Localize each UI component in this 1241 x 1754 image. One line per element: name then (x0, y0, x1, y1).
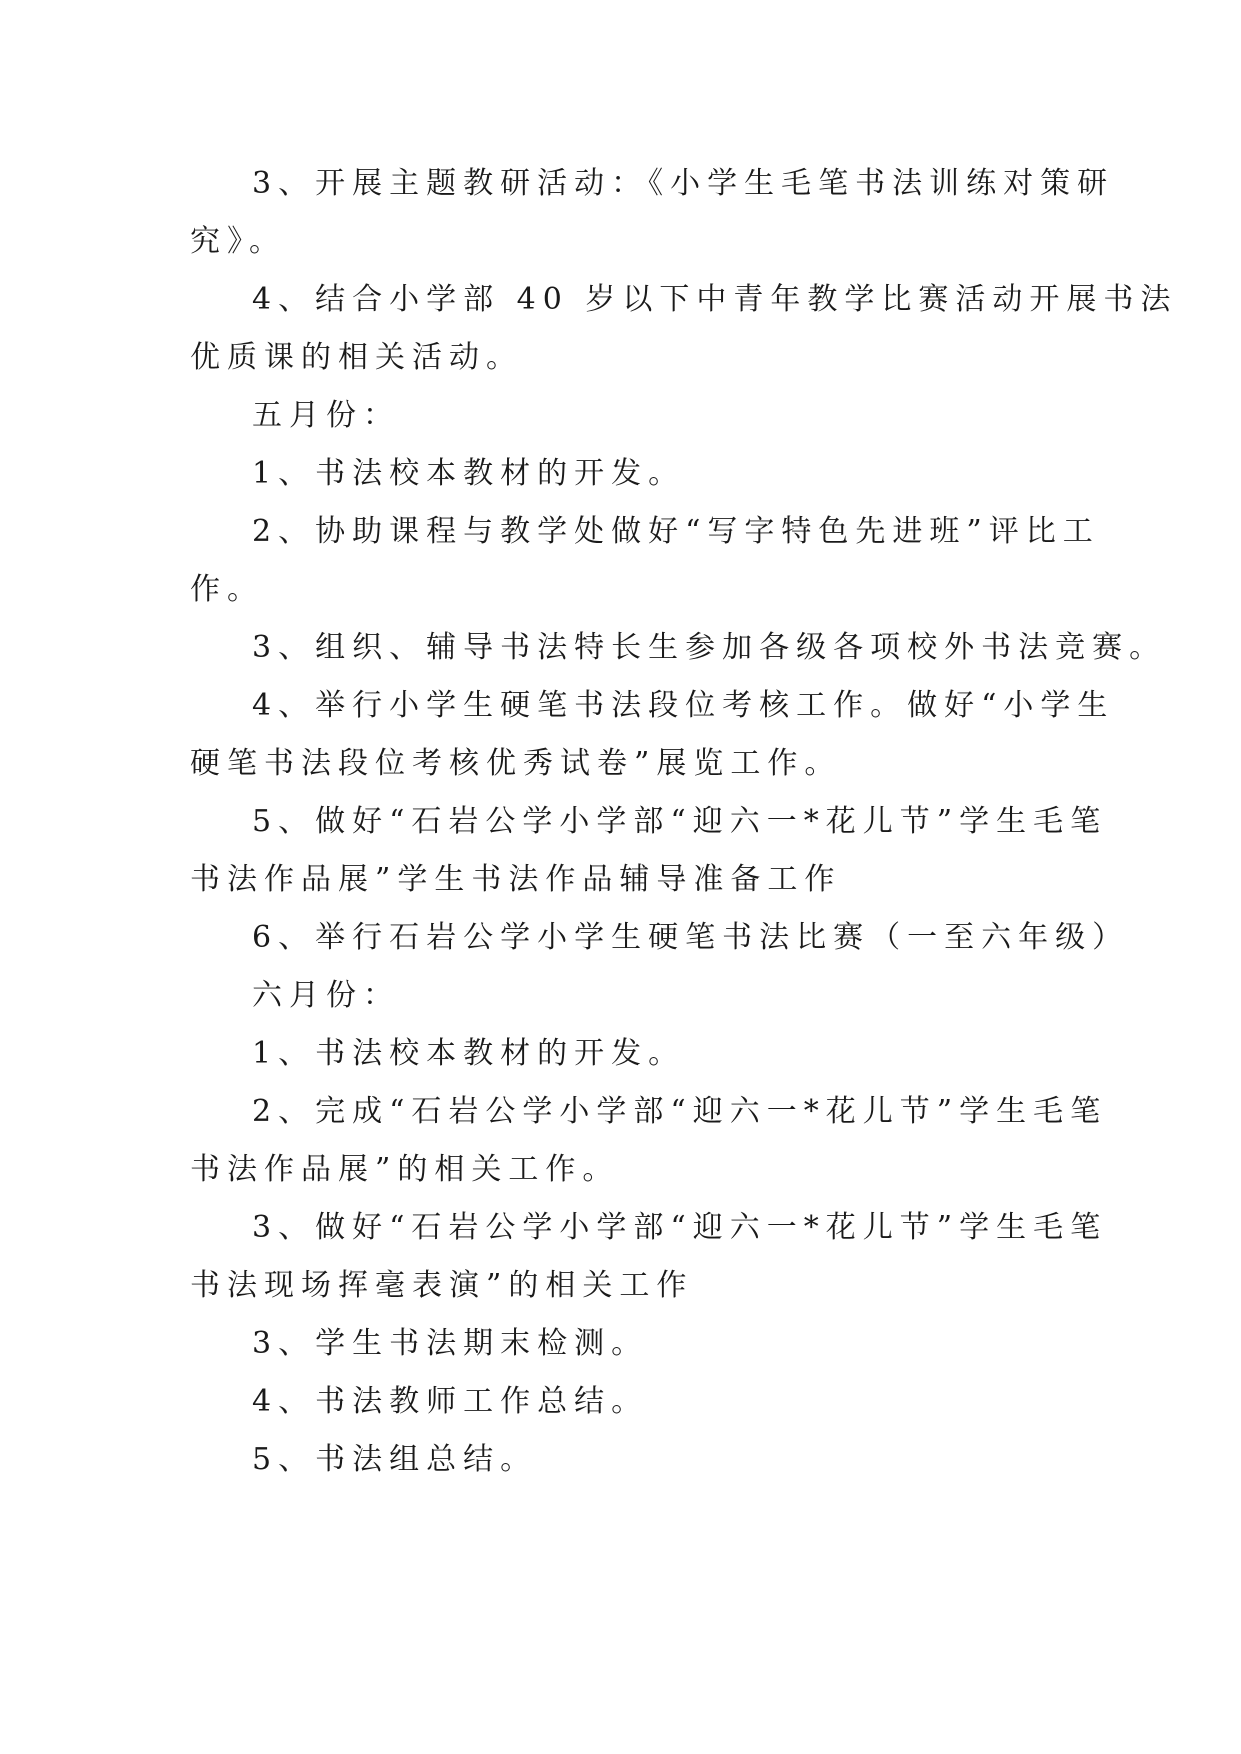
text-line: 2、完成“石岩公学小学部“迎六一*花儿节”学生毛笔 (252, 1094, 1108, 1129)
text-line: 优质课的相关活动。 (190, 340, 523, 375)
text-line: 2、协助课程与教学处做好“写字特色先进班”评比工 (252, 514, 1100, 549)
text-line: 5、做好“石岩公学小学部“迎六一*花儿节”学生毛笔 (252, 804, 1108, 839)
section-heading-may: 五月份： (252, 398, 400, 433)
text-line: 1、书法校本教材的开发。 (252, 1036, 686, 1071)
text-line: 3、开展主题教研活动：《小学生毛笔书法训练对策研 (252, 166, 1115, 201)
text-line: 4、书法教师工作总结。 (252, 1384, 649, 1419)
document-body (190, 155, 1178, 1489)
text-line: 1、书法校本教材的开发。 (252, 456, 686, 491)
text-line: 4、结合小学部 40 岁以下中青年教学比赛活动开展书法 (252, 282, 1178, 317)
text-line: 书法作品展”学生书法作品辅导准备工作 (190, 862, 842, 897)
text-line: 5、书法组总结。 (252, 1442, 538, 1477)
text-line: 4、举行小学生硬笔书法段位考核工作。做好“小学生 (252, 688, 1115, 723)
text-line: 书法现场挥毫表演”的相关工作 (190, 1268, 694, 1303)
section-heading-june: 六月份： (252, 978, 400, 1013)
text-line: 6、举行石岩公学小学生硬笔书法比赛（一至六年级） (252, 920, 1130, 955)
text-line: 3、组织、辅导书法特长生参加各级各项校外书法竞赛。 (252, 630, 1167, 665)
text-line: 作。 (190, 572, 264, 607)
text-line: 3、学生书法期末检测。 (252, 1326, 649, 1361)
text-line: 3、做好“石岩公学小学部“迎六一*花儿节”学生毛笔 (252, 1210, 1108, 1245)
text-line: 书法作品展”的相关工作。 (190, 1152, 620, 1187)
text-line: 究》。 (190, 224, 286, 259)
text-line: 硬笔书法段位考核优秀试卷”展览工作。 (190, 746, 842, 781)
